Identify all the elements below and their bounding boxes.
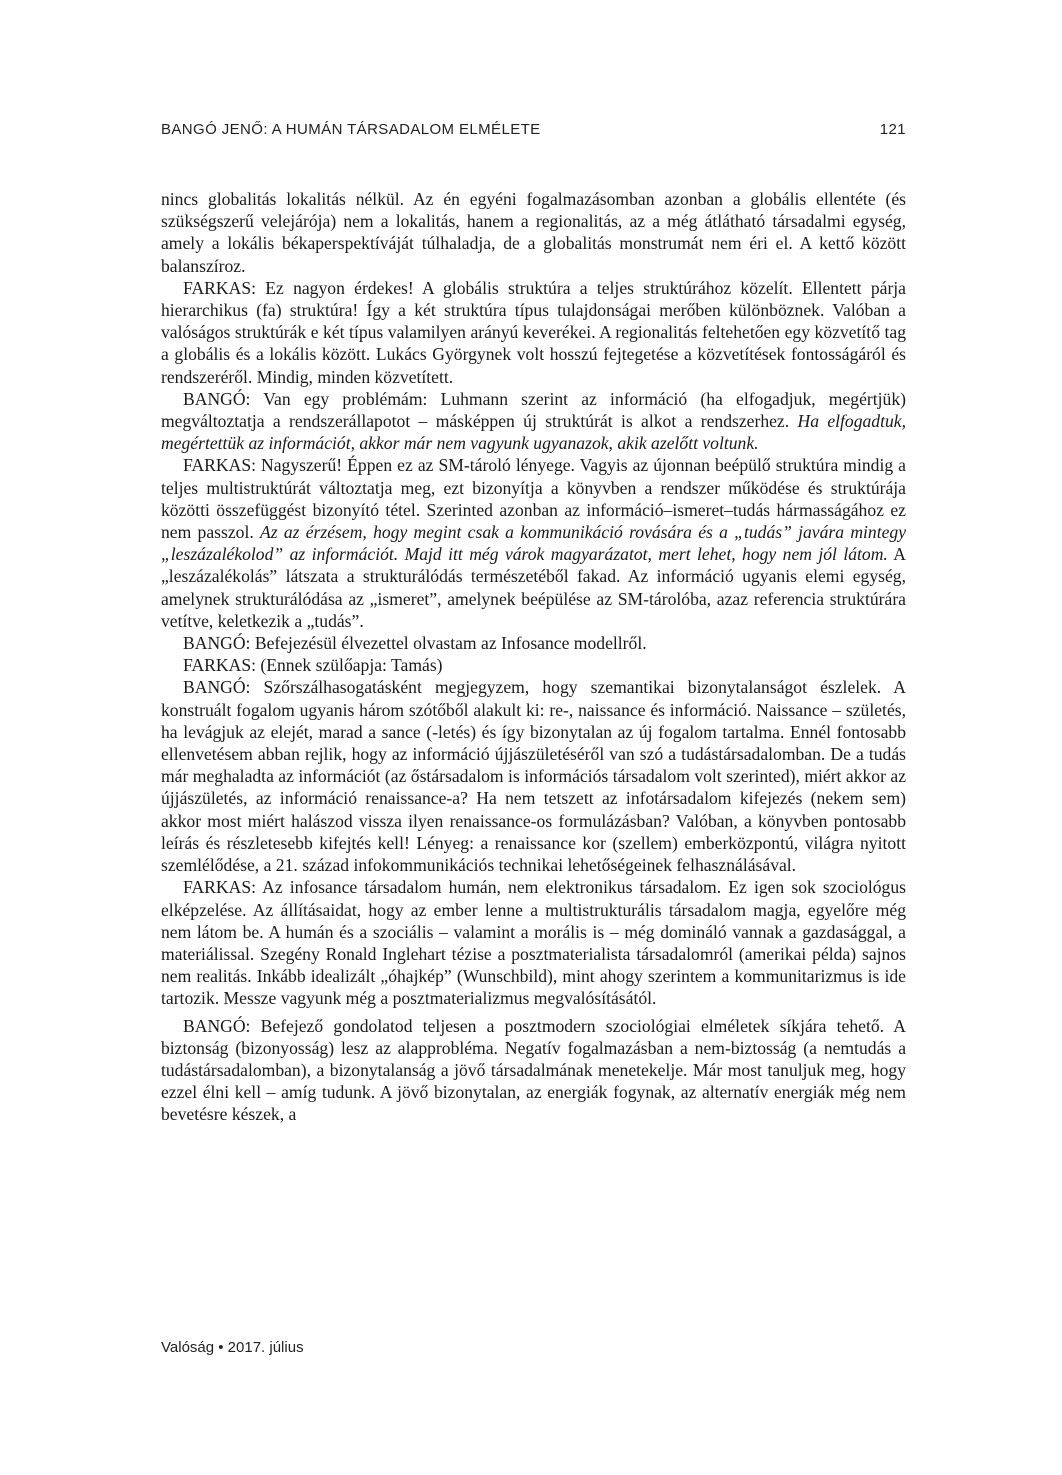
paragraph-farkas-1: FARKAS: Ez nagyon érdekes! A globális struktúra a teljes struktúrához közelít. Ellentett párja hierarchikus (fa) struktúra! Így a két struktúra típus tulajdonságai merőben különböznek. Valóban a valóságos struktúrák e két típus valamilyen arányú keverékei. A regionalitás feltehetően egy közvetítő tag a globális és a lokális között. Lukács Györgynek volt hosszú fejtegetése a közvetítések fontosságáról és rendszeréről. Mindig, minden közvetített. (161, 277, 906, 387)
page-footer: Valóság • 2017. július (161, 1339, 304, 1356)
paragraph-text: BANGÓ: Van egy problémám: Luhmann szerint az információ (ha elfogadjuk, megértjük) megváltoztatja a rendszerállapotot – másképpen új struktúrát is alkot a rendszerhez. (161, 388, 906, 432)
paragraph-farkas-2 (161, 454, 906, 632)
paragraph-bango-4: BANGÓ: Befejező gondolatod teljesen a posztmodern szociológiai elméletek síkjára tehető. A biztonság (bizonyosság) lesz az alapprobléma. Negatív fogalmazásban a nem-biztosság (a nemtudás a tudástársadalomban), a bizonytalanság a jövő társadalmának menetekelje. Már most tanuljuk meg, hogy ezzel élni kell – amíg tudunk. A jövő bizonytalan, az energiák fogynak, az alternatív energiák még nem bevetésre készek, a (161, 1015, 906, 1125)
italic-quote: Az az érzésem, hogy megint csak a kommunikáció rovására és a „tudás” javára mintegy „leszázalékolod” az információt. Majd itt még várok magyarázatot, mert lehet, hogy nem jól látom. (161, 522, 907, 565)
paragraph-farkas-4: FARKAS: Az infosance társadalom humán, nem elektronikus társadalom. Ez igen sok szociológus elképzelése. Az állításaidat, hogy az ember lenne a multistrukturális társadalom magja, egyelőre még nem látom be. A humán és a szociális – valamint a morális is – még domináló vannak a gazdasággal, a materiálissal. Szegény Ronald Inglehart tézise a posztmaterialista társadalomról (amerikai példa) sajnos nem realitás. Inkább idealizált „óhajkép” (Wunschbild), mint ahogy szerintem a kommunitarizmus is ide tartozik. Messze vagyunk még a posztmaterializmus megvalósításától. (161, 877, 906, 1009)
paragraph-text: A „leszázalékolás” látszata a strukturálódás természetéből fakad. Az információ ugyanis elemi egység, amelynek strukturálódása az „ismeret”, amelynek beépülése az SM-tárolóba, azaz referencia struktúrára vetítve, keletkezik a „tudás”. (161, 544, 906, 631)
paragraph-bango-3: BANGÓ: Szőrszálhasogatásként megjegyzem, hogy szemantikai bizonytalanságot észlelek. A konstruált fogalom ugyanis három szótőből alakult ki: re-, naissance és információ. Naissance – születés, ha levágjuk az elejét, marad a sance (-letés) és így bizonytalan az új fogalom tartalma. Ennél fontosabb ellenvetésem abban rejlik, hogy az információ újjászületéséről van szó a tudástársadalomban. De a tudás már meghaladta az információt (az őstársadalom is információs társadalom volt szerinted), miért akkor az újjászületés, az információ renaissance-a? Ha nem tetszett az infotársadalom kifejezés (nekem sem) akkor most miért halászod vissza ilyen renaissance-os formulázásban? Valóban, a könyvben pontosabb leírás és részletesebb kifejtés kell! Lényeg: a renaissance kor (szellem) emberközpontú, világra nyitott szemlélődése, a 21. század infokommunikációs technikai lehetőségeinek felhasználásával. (161, 677, 906, 876)
paragraph-text: FARKAS: Nagyszerű! Éppen ez az SM-tároló lényege. Vagyis az újonnan beépülő struktúra mindig a teljes multistruktúrát változtatja meg, ezt bizonyítja a könyvben a rendszer működése és struktúrája közötti összefüggést bizonyító tétel. Szerinted azonban az információ–ismeret–tudás hármasságához ez nem passzol. (161, 455, 906, 543)
page-number: 121 (879, 121, 906, 138)
paragraph-farkas-3: FARKAS: (Ennek szülőapja: Tamás) (183, 655, 443, 676)
italic-quote: Ha elfogadtuk, megértettük az információt, akkor már nem vagyunk ugyanazok, akik azelőtt voltunk. (161, 411, 906, 454)
article-body (161, 188, 906, 1126)
paragraph-continuation: nincs globalitás lokalitás nélkül. Az én egyéni fogalmazásomban azonban a globális ellentéte (és szükségszerű velejárója) nem a lokalitás, hanem a regionalitás, az a még átlátható társadalmi egység, amely a lokális békaperspektíváját túlhaladja, de a globalitás monstrumát nem éri el. A kettő között balanszíroz. (161, 189, 906, 276)
running-title: BANGÓ JENŐ: A HUMÁN TÁRSADALOM ELMÉLETE (161, 121, 541, 138)
paragraph-bango-2: BANGÓ: Befejezésül élvezettel olvastam az Infosance modellről. (183, 633, 647, 654)
running-header (161, 121, 906, 143)
paragraph-bango-1 (161, 388, 906, 455)
